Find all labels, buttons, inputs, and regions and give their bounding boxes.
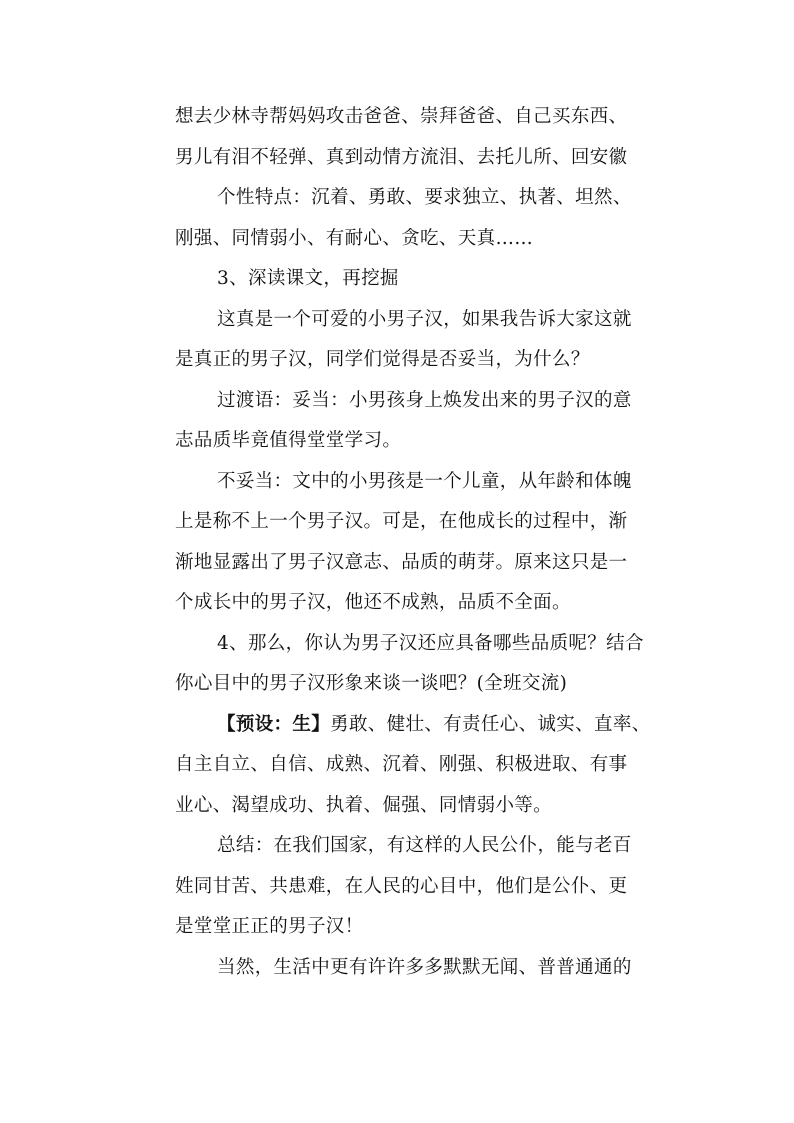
document-body bbox=[175, 97, 665, 988]
text-line-11: 上是称不上一个男子汉。可是，在他成长的过程中，渐 bbox=[175, 511, 628, 532]
text-line-18: 业心、渴望成功、执着、倔强、同情弱小等。 bbox=[175, 794, 553, 816]
text-line-9: 志品质毕竟值得堂堂学习。 bbox=[175, 430, 402, 451]
text-line-8: 过渡语：妥当：小男孩身上焕发出来的男子汉的意 bbox=[217, 389, 632, 411]
text-line-2: 男儿有泪不轻弹、真到动情方流泪、去托儿所、回安徽 bbox=[175, 146, 628, 168]
preset-label: 【预设：生】 bbox=[217, 713, 331, 735]
text-line-4: 刚强、同情弱小、有耐心、贪吃、天真…… bbox=[175, 227, 534, 249]
text-line-16 bbox=[175, 705, 665, 746]
text-line-1: 想去少林寺帮妈妈攻击爸爸、崇拜爸爸、自己买东西、 bbox=[175, 106, 628, 127]
text-line-19: 总结：在我们国家，有这样的人民公仆，能与老百 bbox=[217, 835, 632, 856]
text-line-20: 姓同甘苦、共患难，在人民的心目中，他们是公仆、更 bbox=[175, 875, 628, 897]
preset-text: 勇敢、健壮、有责任心、诚实、直率、 bbox=[330, 713, 651, 735]
section-heading-4: 4、那么，你认为男子汉还应具备哪些品质呢？结合 bbox=[217, 632, 644, 654]
text-line-21: 是堂堂正正的男子汉！ bbox=[175, 916, 364, 937]
text-line-3: 个性特点：沉着、勇敢、要求独立、执著、坦然、 bbox=[217, 187, 632, 208]
text-line-17: 自主自立、自信、成熟、沉着、刚强、积极进取、有事 bbox=[175, 754, 628, 775]
text-line-10: 不妥当：文中的小男孩是一个儿童，从年龄和体魄 bbox=[217, 470, 632, 492]
text-line-15: 你心目中的男子汉形象来谈一谈吧？(全班交流) bbox=[175, 673, 568, 694]
section-heading-3: 3、深读课文，再挖掘 bbox=[217, 268, 399, 289]
text-line-12: 渐地显露出了男子汉意志、品质的萌芽。原来这只是一 bbox=[175, 551, 628, 573]
text-line-6: 这真是一个可爱的小男子汉，如果我告诉大家这就 bbox=[217, 308, 632, 330]
text-line-13: 个成长中的男子汉，他还不成熟，品质不全面。 bbox=[175, 592, 571, 613]
text-line-7: 是真正的男子汉，同学们觉得是否妥当，为什么？ bbox=[175, 349, 590, 370]
text-line-22: 当然，生活中更有许许多多默默无闻、普普通通的 bbox=[217, 956, 632, 978]
